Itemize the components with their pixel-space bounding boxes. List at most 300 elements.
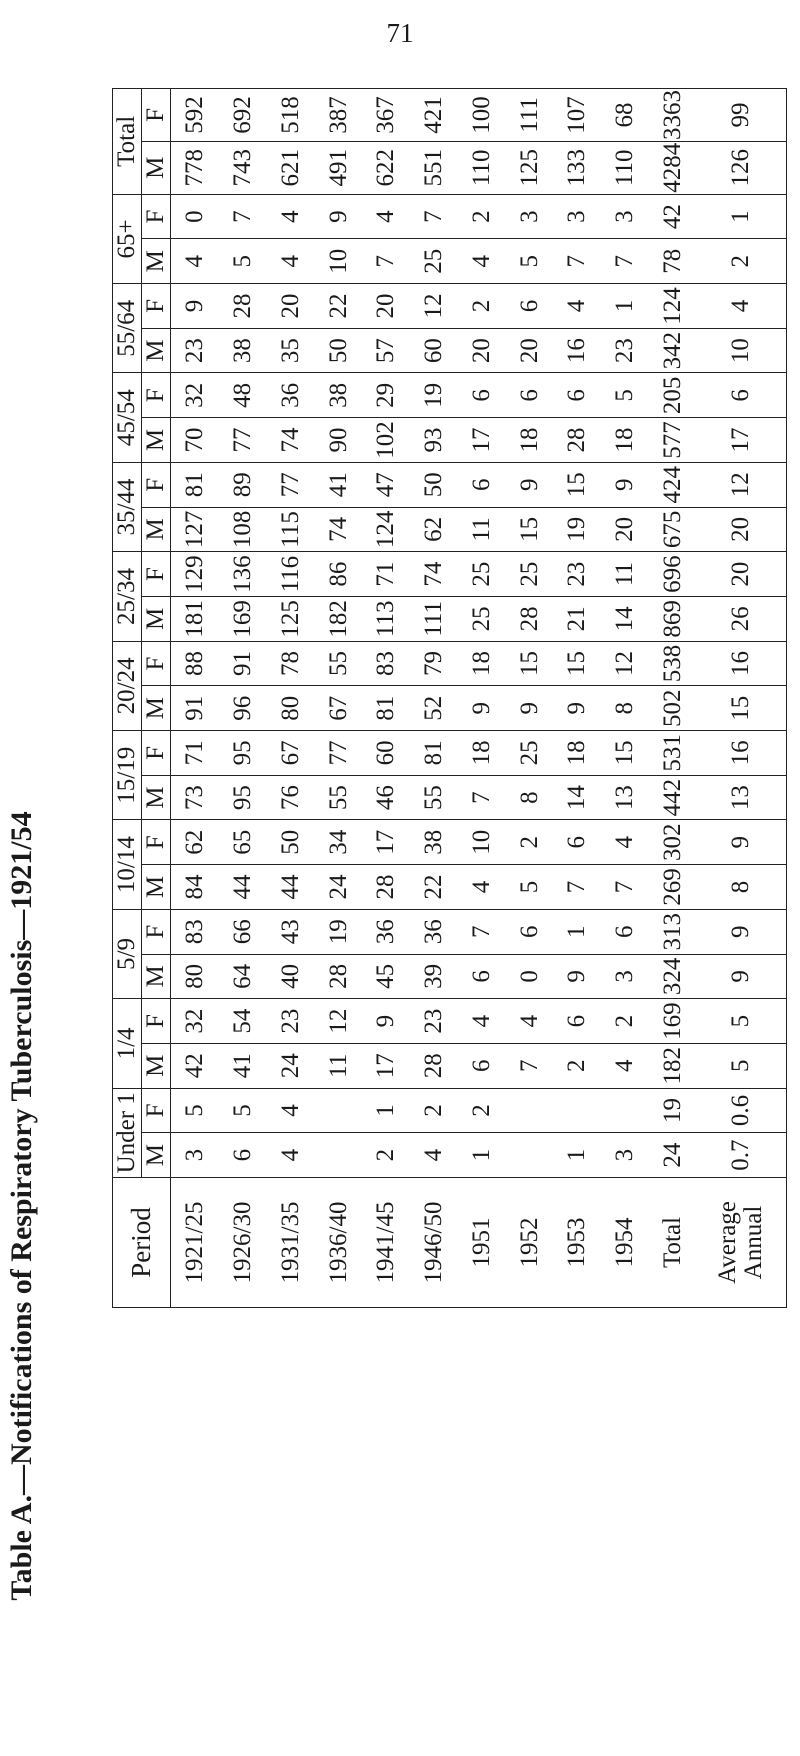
value-cell: 77 bbox=[315, 731, 363, 776]
value-cell: 424 bbox=[649, 462, 697, 507]
value-cell: 38 bbox=[410, 820, 458, 865]
period-cell: 1931/35 bbox=[267, 1178, 315, 1308]
value-cell: 1 bbox=[553, 1133, 601, 1178]
value-cell: 19 bbox=[315, 909, 363, 954]
value-cell: 99 bbox=[697, 89, 787, 142]
rotated-table-container bbox=[112, 88, 787, 1308]
value-cell: 2 bbox=[458, 284, 506, 329]
value-cell: 50 bbox=[410, 462, 458, 507]
value-cell: 3 bbox=[553, 194, 601, 239]
value-cell: 125 bbox=[267, 596, 315, 641]
value-cell: 68 bbox=[601, 89, 649, 142]
age-group-header: 1/4 bbox=[113, 999, 142, 1088]
period-cell: 1952 bbox=[506, 1178, 554, 1308]
value-cell: 12 bbox=[697, 462, 787, 507]
value-cell: 25 bbox=[410, 239, 458, 284]
value-cell: 6 bbox=[601, 909, 649, 954]
value-cell: 4 bbox=[267, 1088, 315, 1133]
sex-header-f: F bbox=[142, 820, 171, 865]
value-cell: 8 bbox=[506, 775, 554, 820]
value-cell: 7 bbox=[553, 865, 601, 910]
value-cell: 10 bbox=[697, 328, 787, 373]
value-cell: 15 bbox=[553, 462, 601, 507]
value-cell: 20 bbox=[267, 284, 315, 329]
period-header: Period bbox=[113, 1178, 171, 1308]
value-cell: 22 bbox=[410, 865, 458, 910]
value-cell: 35 bbox=[267, 328, 315, 373]
value-cell: 0 bbox=[171, 194, 220, 239]
value-cell: 74 bbox=[315, 507, 363, 552]
value-cell: 1 bbox=[458, 1133, 506, 1178]
value-cell: 5 bbox=[601, 373, 649, 418]
value-cell: 80 bbox=[171, 954, 220, 999]
age-group-header: Under 1 bbox=[113, 1088, 142, 1177]
value-cell: 367 bbox=[362, 89, 410, 142]
table-row bbox=[553, 89, 601, 1308]
sex-header-m: M bbox=[142, 239, 171, 284]
value-cell: 95 bbox=[219, 775, 267, 820]
value-cell: 28 bbox=[362, 865, 410, 910]
value-cell: 136 bbox=[219, 552, 267, 597]
value-cell: 622 bbox=[362, 141, 410, 194]
value-cell: 5 bbox=[506, 239, 554, 284]
value-cell: 76 bbox=[267, 775, 315, 820]
value-cell: 83 bbox=[362, 641, 410, 686]
value-cell: 20 bbox=[362, 284, 410, 329]
value-cell: 2 bbox=[410, 1088, 458, 1133]
value-cell: 67 bbox=[315, 686, 363, 731]
value-cell: 28 bbox=[219, 284, 267, 329]
value-cell: 577 bbox=[649, 418, 697, 463]
value-cell: 79 bbox=[410, 641, 458, 686]
value-cell: 342 bbox=[649, 328, 697, 373]
value-cell: 55 bbox=[315, 775, 363, 820]
value-cell: 3363 bbox=[649, 89, 697, 142]
value-cell: 20 bbox=[697, 507, 787, 552]
value-cell: 126 bbox=[697, 141, 787, 194]
value-cell: 3 bbox=[601, 954, 649, 999]
value-cell: 70 bbox=[171, 418, 220, 463]
value-cell: 5 bbox=[171, 1088, 220, 1133]
value-cell: 6 bbox=[553, 373, 601, 418]
value-cell: 169 bbox=[649, 999, 697, 1044]
value-cell: 10 bbox=[315, 239, 363, 284]
period-cell: 1936/40 bbox=[315, 1178, 363, 1308]
value-cell: 60 bbox=[410, 328, 458, 373]
value-cell: 7 bbox=[219, 194, 267, 239]
age-group-header: 5/9 bbox=[113, 909, 142, 998]
value-cell: 88 bbox=[171, 641, 220, 686]
value-cell: 502 bbox=[649, 686, 697, 731]
value-cell: 81 bbox=[171, 462, 220, 507]
value-cell: 17 bbox=[458, 418, 506, 463]
value-cell: 2 bbox=[458, 1088, 506, 1133]
value-cell: 0.7 bbox=[697, 1133, 787, 1178]
value-cell: 421 bbox=[410, 89, 458, 142]
value-cell: 518 bbox=[267, 89, 315, 142]
value-cell: 86 bbox=[315, 552, 363, 597]
sex-header-m: M bbox=[142, 775, 171, 820]
value-cell: 81 bbox=[410, 731, 458, 776]
value-cell: 19 bbox=[410, 373, 458, 418]
value-cell: 41 bbox=[219, 1043, 267, 1088]
value-cell: 12 bbox=[601, 641, 649, 686]
value-cell: 5 bbox=[219, 1088, 267, 1133]
age-group-header: 25/34 bbox=[113, 552, 142, 641]
table-row bbox=[458, 89, 506, 1308]
value-cell: 19 bbox=[553, 507, 601, 552]
value-cell: 675 bbox=[649, 507, 697, 552]
value-cell: 19 bbox=[649, 1088, 697, 1133]
value-cell: 22 bbox=[315, 284, 363, 329]
period-cell: 1941/45 bbox=[362, 1178, 410, 1308]
value-cell: 6 bbox=[697, 373, 787, 418]
value-cell: 18 bbox=[553, 731, 601, 776]
value-cell: 23 bbox=[410, 999, 458, 1044]
value-cell: 83 bbox=[171, 909, 220, 954]
value-cell: 11 bbox=[315, 1043, 363, 1088]
value-cell: 2 bbox=[506, 820, 554, 865]
value-cell: 491 bbox=[315, 141, 363, 194]
value-cell: 2 bbox=[553, 1043, 601, 1088]
value-cell: 5 bbox=[697, 999, 787, 1044]
sex-header-m: M bbox=[142, 686, 171, 731]
value-cell: 7 bbox=[553, 239, 601, 284]
value-cell: 302 bbox=[649, 820, 697, 865]
value-cell: 4 bbox=[458, 865, 506, 910]
value-cell: 129 bbox=[171, 552, 220, 597]
value-cell: 7 bbox=[506, 1043, 554, 1088]
value-cell: 182 bbox=[315, 596, 363, 641]
value-cell: 181 bbox=[171, 596, 220, 641]
value-cell: 47 bbox=[362, 462, 410, 507]
value-cell: 41 bbox=[315, 462, 363, 507]
value-cell: 9 bbox=[553, 954, 601, 999]
value-cell: 324 bbox=[649, 954, 697, 999]
value-cell: 6 bbox=[553, 999, 601, 1044]
value-cell: 10 bbox=[458, 820, 506, 865]
value-cell: 36 bbox=[362, 909, 410, 954]
sex-header-f: F bbox=[142, 194, 171, 239]
sex-header-f: F bbox=[142, 552, 171, 597]
age-group-header: Total bbox=[113, 89, 142, 195]
value-cell: 4 bbox=[506, 999, 554, 1044]
value-cell: 18 bbox=[506, 418, 554, 463]
value-cell: 6 bbox=[458, 373, 506, 418]
value-cell: 29 bbox=[362, 373, 410, 418]
value-cell: 91 bbox=[219, 641, 267, 686]
value-cell: 13 bbox=[601, 775, 649, 820]
value-cell: 78 bbox=[649, 239, 697, 284]
value-cell: 4 bbox=[601, 1043, 649, 1088]
value-cell: 696 bbox=[649, 552, 697, 597]
value-cell: 7 bbox=[458, 775, 506, 820]
value-cell: 14 bbox=[553, 775, 601, 820]
value-cell: 89 bbox=[219, 462, 267, 507]
value-cell: 3 bbox=[601, 1133, 649, 1178]
sex-header-m: M bbox=[142, 507, 171, 552]
value-cell: 67 bbox=[267, 731, 315, 776]
age-group-header: 55/64 bbox=[113, 284, 142, 373]
value-cell bbox=[506, 1133, 554, 1178]
value-cell: 38 bbox=[315, 373, 363, 418]
table-row bbox=[362, 89, 410, 1308]
value-cell: 62 bbox=[410, 507, 458, 552]
value-cell: 6 bbox=[219, 1133, 267, 1178]
value-cell: 43 bbox=[267, 909, 315, 954]
value-cell: 11 bbox=[601, 552, 649, 597]
value-cell: 100 bbox=[458, 89, 506, 142]
sex-header-m: M bbox=[142, 141, 171, 194]
value-cell: 20 bbox=[506, 328, 554, 373]
value-cell: 9 bbox=[171, 284, 220, 329]
value-cell: 23 bbox=[171, 328, 220, 373]
value-cell: 14 bbox=[601, 596, 649, 641]
value-cell: 3 bbox=[506, 194, 554, 239]
value-cell: 23 bbox=[601, 328, 649, 373]
value-cell: 16 bbox=[697, 641, 787, 686]
value-cell: 64 bbox=[219, 954, 267, 999]
value-cell: 13 bbox=[697, 775, 787, 820]
value-cell bbox=[553, 1088, 601, 1133]
value-cell: 42 bbox=[649, 194, 697, 239]
value-cell: 23 bbox=[267, 999, 315, 1044]
table-row bbox=[601, 89, 649, 1308]
value-cell: 5 bbox=[697, 1043, 787, 1088]
value-cell: 869 bbox=[649, 596, 697, 641]
value-cell: 12 bbox=[315, 999, 363, 1044]
page-number: 71 bbox=[386, 18, 414, 48]
sex-header-f: F bbox=[142, 462, 171, 507]
value-cell: 6 bbox=[553, 820, 601, 865]
value-cell: 1 bbox=[697, 194, 787, 239]
value-cell: 6 bbox=[458, 1043, 506, 1088]
value-cell: 24 bbox=[649, 1133, 697, 1178]
value-cell: 5 bbox=[219, 239, 267, 284]
value-cell: 90 bbox=[315, 418, 363, 463]
value-cell: 16 bbox=[553, 328, 601, 373]
value-cell: 25 bbox=[458, 596, 506, 641]
value-cell: 65 bbox=[219, 820, 267, 865]
value-cell: 18 bbox=[601, 418, 649, 463]
value-cell: 4 bbox=[362, 194, 410, 239]
value-cell: 8 bbox=[601, 686, 649, 731]
value-cell: 743 bbox=[219, 141, 267, 194]
value-cell: 110 bbox=[458, 141, 506, 194]
value-cell: 84 bbox=[171, 865, 220, 910]
value-cell: 3 bbox=[601, 194, 649, 239]
sex-header-m: M bbox=[142, 954, 171, 999]
value-cell: 48 bbox=[219, 373, 267, 418]
value-cell: 32 bbox=[171, 999, 220, 1044]
age-group-header: 45/54 bbox=[113, 373, 142, 462]
sex-header-f: F bbox=[142, 373, 171, 418]
value-cell: 124 bbox=[649, 284, 697, 329]
value-cell: 111 bbox=[410, 596, 458, 641]
sex-header-m: M bbox=[142, 1043, 171, 1088]
table-row bbox=[697, 89, 787, 1308]
period-cell: Average Annual bbox=[697, 1178, 787, 1308]
value-cell: 182 bbox=[649, 1043, 697, 1088]
table-title: Table A.—Notifications of Respiratory Tuberculosis—1921/54 bbox=[5, 811, 38, 1601]
value-cell: 4 bbox=[697, 284, 787, 329]
value-cell: 551 bbox=[410, 141, 458, 194]
sex-header-row bbox=[142, 89, 171, 1308]
value-cell: 313 bbox=[649, 909, 697, 954]
value-cell: 111 bbox=[506, 89, 554, 142]
value-cell: 55 bbox=[315, 641, 363, 686]
value-cell: 2 bbox=[458, 194, 506, 239]
sex-header-m: M bbox=[142, 865, 171, 910]
value-cell: 45 bbox=[362, 954, 410, 999]
value-cell: 18 bbox=[458, 641, 506, 686]
sex-header-f: F bbox=[142, 1088, 171, 1133]
value-cell: 7 bbox=[410, 194, 458, 239]
value-cell: 44 bbox=[267, 865, 315, 910]
table-row bbox=[171, 89, 220, 1308]
sex-header-f: F bbox=[142, 89, 171, 142]
value-cell: 38 bbox=[219, 328, 267, 373]
value-cell: 9 bbox=[458, 686, 506, 731]
age-group-header: 20/24 bbox=[113, 641, 142, 730]
value-cell: 32 bbox=[171, 373, 220, 418]
value-cell: 4 bbox=[553, 284, 601, 329]
value-cell: 205 bbox=[649, 373, 697, 418]
value-cell: 9 bbox=[601, 462, 649, 507]
value-cell: 6 bbox=[506, 284, 554, 329]
value-cell: 592 bbox=[171, 89, 220, 142]
value-cell: 77 bbox=[267, 462, 315, 507]
value-cell: 113 bbox=[362, 596, 410, 641]
value-cell: 1 bbox=[601, 284, 649, 329]
value-cell: 21 bbox=[553, 596, 601, 641]
age-group-header: 10/14 bbox=[113, 820, 142, 909]
value-cell: 25 bbox=[458, 552, 506, 597]
value-cell: 17 bbox=[697, 418, 787, 463]
value-cell: 11 bbox=[458, 507, 506, 552]
value-cell: 16 bbox=[697, 731, 787, 776]
value-cell: 57 bbox=[362, 328, 410, 373]
value-cell: 44 bbox=[219, 865, 267, 910]
value-cell: 71 bbox=[362, 552, 410, 597]
value-cell: 20 bbox=[697, 552, 787, 597]
value-cell: 169 bbox=[219, 596, 267, 641]
period-cell: 1921/25 bbox=[171, 1178, 220, 1308]
value-cell: 442 bbox=[649, 775, 697, 820]
table-row bbox=[267, 89, 315, 1308]
value-cell: 28 bbox=[506, 596, 554, 641]
value-cell: 692 bbox=[219, 89, 267, 142]
sex-header-f: F bbox=[142, 731, 171, 776]
value-cell: 55 bbox=[410, 775, 458, 820]
value-cell: 7 bbox=[362, 239, 410, 284]
value-cell: 25 bbox=[506, 552, 554, 597]
sex-header-m: M bbox=[142, 328, 171, 373]
period-cell: 1926/30 bbox=[219, 1178, 267, 1308]
value-cell: 40 bbox=[267, 954, 315, 999]
value-cell: 110 bbox=[601, 141, 649, 194]
value-cell: 9 bbox=[506, 686, 554, 731]
value-cell: 4 bbox=[601, 820, 649, 865]
value-cell: 52 bbox=[410, 686, 458, 731]
value-cell: 4 bbox=[267, 194, 315, 239]
period-cell: Total bbox=[649, 1178, 697, 1308]
value-cell: 9 bbox=[697, 954, 787, 999]
value-cell: 9 bbox=[697, 820, 787, 865]
value-cell: 20 bbox=[601, 507, 649, 552]
sex-header-f: F bbox=[142, 999, 171, 1044]
table-row bbox=[649, 89, 697, 1308]
table-row bbox=[506, 89, 554, 1308]
value-cell: 125 bbox=[506, 141, 554, 194]
sex-header-f: F bbox=[142, 284, 171, 329]
value-cell: 42 bbox=[171, 1043, 220, 1088]
value-cell: 15 bbox=[553, 641, 601, 686]
value-cell: 20 bbox=[458, 328, 506, 373]
value-cell: 46 bbox=[362, 775, 410, 820]
value-cell: 74 bbox=[267, 418, 315, 463]
value-cell: 116 bbox=[267, 552, 315, 597]
value-cell: 9 bbox=[553, 686, 601, 731]
value-cell: 62 bbox=[171, 820, 220, 865]
value-cell: 115 bbox=[267, 507, 315, 552]
value-cell: 4 bbox=[410, 1133, 458, 1178]
value-cell: 24 bbox=[315, 865, 363, 910]
value-cell: 78 bbox=[267, 641, 315, 686]
table-row bbox=[219, 89, 267, 1308]
age-group-header-row bbox=[113, 89, 142, 1308]
value-cell: 6 bbox=[458, 462, 506, 507]
value-cell: 36 bbox=[410, 909, 458, 954]
value-cell: 36 bbox=[267, 373, 315, 418]
sex-header-f: F bbox=[142, 641, 171, 686]
value-cell: 50 bbox=[315, 328, 363, 373]
value-cell: 17 bbox=[362, 1043, 410, 1088]
value-cell: 3 bbox=[171, 1133, 220, 1178]
value-cell: 107 bbox=[553, 89, 601, 142]
value-cell: 15 bbox=[697, 686, 787, 731]
value-cell: 91 bbox=[171, 686, 220, 731]
sex-header-m: M bbox=[142, 596, 171, 641]
value-cell: 74 bbox=[410, 552, 458, 597]
table-row bbox=[410, 89, 458, 1308]
sex-header-m: M bbox=[142, 1133, 171, 1178]
value-cell: 15 bbox=[601, 731, 649, 776]
value-cell: 133 bbox=[553, 141, 601, 194]
value-cell: 124 bbox=[362, 507, 410, 552]
age-group-header: 35/44 bbox=[113, 462, 142, 551]
value-cell: 80 bbox=[267, 686, 315, 731]
value-cell: 96 bbox=[219, 686, 267, 731]
value-cell: 6 bbox=[506, 909, 554, 954]
value-cell: 15 bbox=[506, 507, 554, 552]
value-cell: 2 bbox=[601, 999, 649, 1044]
tuberculosis-notifications-table bbox=[112, 88, 787, 1308]
value-cell: 54 bbox=[219, 999, 267, 1044]
value-cell bbox=[601, 1088, 649, 1133]
value-cell: 9 bbox=[506, 462, 554, 507]
age-group-header: 15/19 bbox=[113, 731, 142, 820]
value-cell: 387 bbox=[315, 89, 363, 142]
value-cell: 9 bbox=[697, 909, 787, 954]
table-body bbox=[171, 89, 787, 1308]
value-cell: 102 bbox=[362, 418, 410, 463]
period-cell: 1954 bbox=[601, 1178, 649, 1308]
value-cell: 4 bbox=[267, 239, 315, 284]
value-cell: 531 bbox=[649, 731, 697, 776]
value-cell: 15 bbox=[506, 641, 554, 686]
value-cell bbox=[506, 1088, 554, 1133]
